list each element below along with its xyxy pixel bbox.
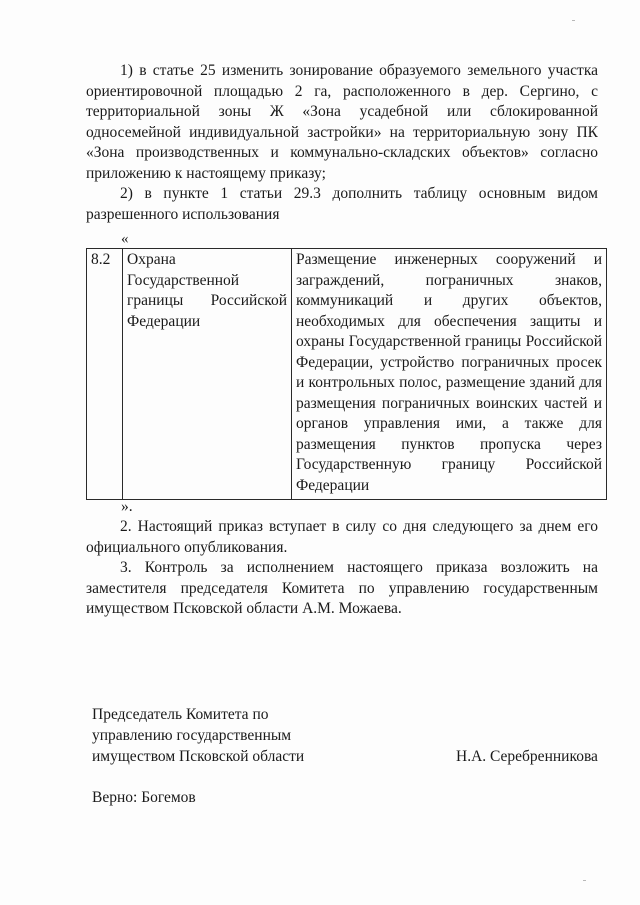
signatory-title: [92, 704, 304, 767]
use-code-cell: 8.2: [87, 249, 123, 500]
use-description-cell: Размещение инженерных сооружений и заграждений, пограничных знаков, коммуникаций и других объектов, необходимых для обеспечения защиты и охраны Государственной границы Российской Федерации, устройство пограничных просек и контрольных полос, размещение зданий для размещения пограничных воинских частей и органов управления ими, а также для размещения пунктов пропуска через Государственную границу Российской Федерации: [292, 249, 607, 500]
paragraph-control: 3. Контроль за исполнением настоящего приказа возложить на заместителя председателя Комитета по управлению государственным имуществом Псковской области А.М. Можаева.: [86, 559, 598, 617]
scan-speck: [572, 20, 575, 21]
paragraph-amend-article-25: 1) в статье 25 изменить зонирование образуемого земельного участка ориентировочной площадью 2 га, расположенного в дер. Сергино, с территориальной зоны Ж «Зона усадебной или сблокированной односемейной индивидуальной застройки» на территориальную зону ПК «Зона производственных и коммунально-складских объектов» согласно приложению к настоящему приказу;: [86, 62, 598, 182]
table-row: [87, 249, 607, 500]
paragraph-effective-date: 2. Настоящий приказ вступает в силу со дня следующего за днем его официального опубликования.: [86, 518, 598, 556]
signatory-name: Н.А. Серебренникова: [456, 748, 598, 765]
scan-speck: [583, 880, 586, 881]
certification-note: Верно: Богемов: [92, 789, 196, 806]
paragraph-amend-article-29-3: 2) в пункте 1 статьи 29.3 дополнить таблицу основным видом разрешенного использования: [86, 185, 598, 223]
signatory-title-line: Председатель Комитета по: [92, 706, 269, 723]
use-name-cell: Охрана Государственной границы Российской Федерации: [123, 249, 292, 500]
land-use-table: [86, 248, 607, 500]
final-paragraphs: [86, 517, 598, 620]
signatory-title-line: имуществом Псковской области: [92, 748, 305, 765]
signatory-title-line: управлению государственным: [92, 727, 292, 744]
amendment-paragraphs: [86, 61, 598, 225]
closing-quote: ».: [121, 498, 133, 515]
opening-quote: «: [121, 231, 129, 247]
